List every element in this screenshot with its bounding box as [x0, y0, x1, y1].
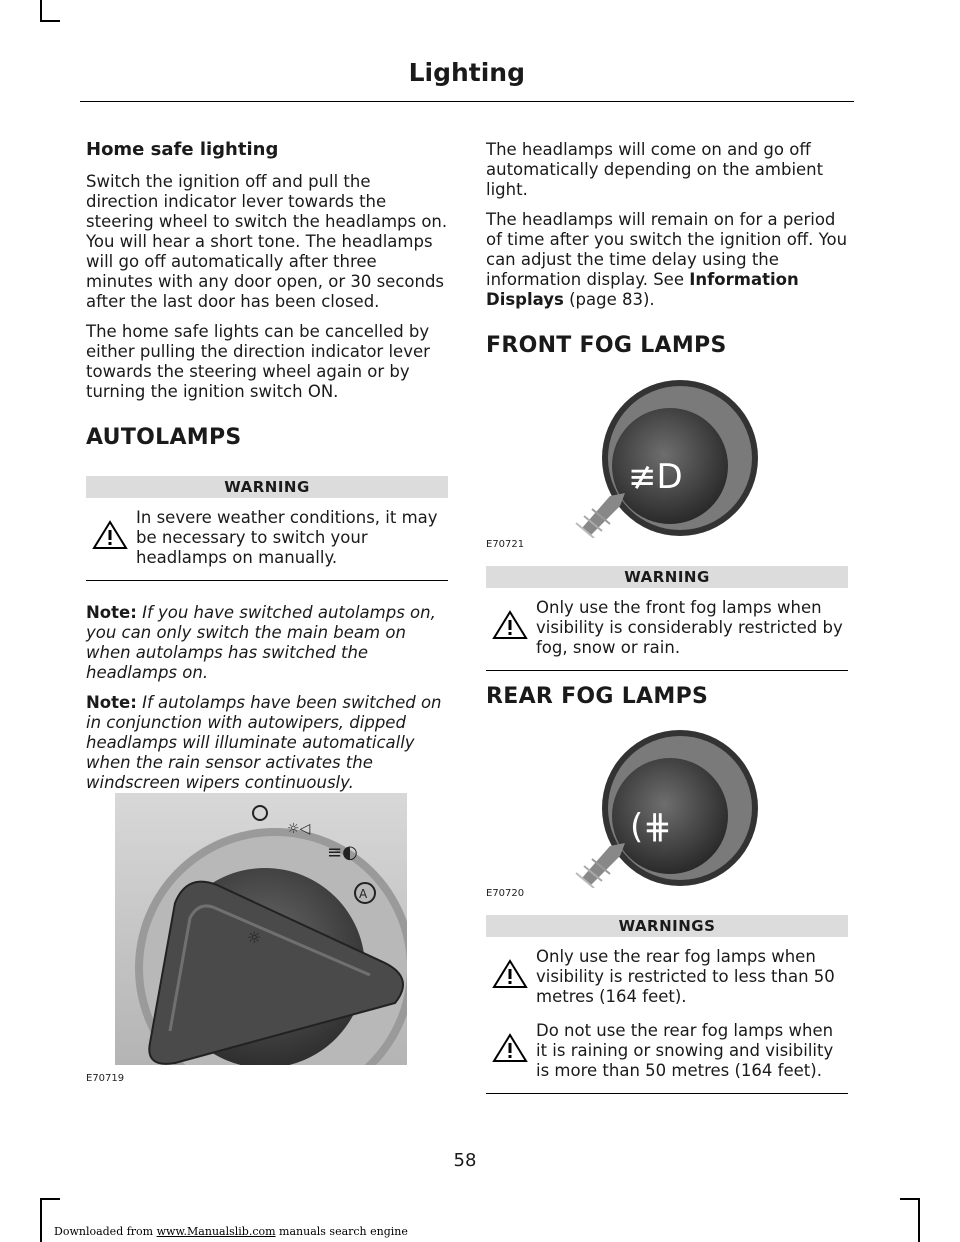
warning-triangle-icon — [486, 598, 534, 640]
note-1-label: Note: — [86, 603, 137, 622]
note-2 — [86, 693, 448, 793]
front-fog-heading: FRONT FOG LAMPS — [486, 333, 727, 358]
note-2-text: If autolamps have been switched on in conjunction with autowipers, dipped headlamps will illuminate automatically when the rain sensor activates the windscreen wipers continuously. — [86, 693, 442, 792]
warning-triangle-icon — [486, 947, 534, 989]
footer-suffix: manuals search engine — [275, 1225, 408, 1238]
front-fog-warning-item — [486, 598, 848, 658]
front-fog-warning-header: WARNING — [486, 566, 848, 588]
warning-header: WARNING — [86, 476, 448, 498]
header-rule — [80, 101, 854, 102]
crop-mark — [40, 1198, 60, 1200]
rear-fog-warning-text-2: Do not use the rear fog lamps when it is raining or snowing and visibility is more than 50 metres (164 feet). — [536, 1021, 834, 1080]
svg-text:☼: ☼ — [247, 928, 262, 947]
crop-mark — [40, 1200, 42, 1242]
rear-fog-warning-text-1: Only use the rear fog lamps when visibility is restricted to less than 50 metres (164 feet). — [536, 947, 835, 1006]
warning-rule — [486, 670, 848, 671]
warning-text: In severe weather conditions, it may be necessary to switch your headlamps on manually. — [136, 508, 438, 567]
front-fog-warning-box — [486, 566, 848, 671]
press-arrow-icon — [576, 843, 625, 888]
home-safe-heading: Home safe lighting — [86, 139, 279, 160]
information-displays-link[interactable]: Information Displays — [486, 270, 799, 309]
press-arrow-icon — [576, 493, 625, 538]
autolamps-paragraph-2 — [486, 210, 848, 310]
warning-item — [86, 508, 448, 568]
svg-text:☼◁: ☼◁ — [287, 821, 311, 837]
crop-mark — [900, 1198, 920, 1200]
headlamp-switch-illustration — [115, 793, 407, 1065]
home-safe-paragraph-2: The home safe lights can be cancelled by either pulling the direction indicator lever towards the steering wheel again or by turning the ignition switch ON. — [86, 322, 430, 401]
svg-text:≢D: ≢D — [628, 457, 683, 497]
rear-fog-warning-item-1 — [486, 947, 848, 1007]
note-1-text: If you have switched autolamps on, you can only switch the main beam on when autolamps has switched the headlamps on. — [86, 603, 436, 682]
svg-text:A: A — [359, 887, 368, 901]
page-header-title: Lighting — [408, 58, 525, 87]
note-2-label: Note: — [86, 693, 137, 712]
right-column — [486, 140, 848, 356]
warning-triangle-icon — [86, 508, 134, 550]
home-safe-paragraph-1: Switch the ignition off and pull the direction indicator lever towards the steering wheel to switch the headlamps on. You will hear a short tone. The headlamps will go off automatically after three minutes with any door open, or 30 seconds after the last door has been closed. — [86, 172, 448, 311]
footer-download-note — [54, 1225, 408, 1238]
page-number: 58 — [453, 1150, 477, 1171]
autolamps-heading: AUTOLAMPS — [86, 425, 242, 450]
svg-text:≡◐: ≡◐ — [327, 842, 358, 863]
figure-code-e70719: E70719 — [86, 1073, 125, 1084]
autolamps-paragraph-2-start: The headlamps will remain on for a period of time after you switch the ignition off. You can adjust the time delay using the information display. See — [486, 210, 848, 289]
crop-mark — [40, 20, 60, 22]
svg-text:(⋕: (⋕ — [630, 807, 672, 847]
crop-mark — [918, 1198, 920, 1242]
autolamps-paragraph-2-end: (page 83). — [563, 290, 655, 309]
warning-rule — [86, 580, 448, 581]
crop-mark — [40, 0, 42, 22]
rear-fog-switch-illustration — [570, 728, 760, 888]
front-fog-warning-text: Only use the front fog lamps when visibility is considerably restricted by fog, snow or rain. — [536, 598, 843, 657]
footer-prefix: Downloaded from — [54, 1225, 157, 1238]
figure-code-e70720: E70720 — [486, 888, 525, 899]
rear-fog-warnings-header: WARNINGS — [486, 915, 848, 937]
autolamps-warning-box — [86, 476, 448, 581]
note-1 — [86, 603, 448, 683]
front-fog-switch-illustration — [570, 378, 760, 538]
warning-triangle-icon — [486, 1021, 534, 1063]
footer-link[interactable]: www.Manualslib.com — [156, 1225, 276, 1238]
left-column — [86, 140, 448, 803]
warning-rule — [486, 1093, 848, 1094]
rear-fog-warning-item-2 — [486, 1021, 848, 1081]
rear-fog-heading: REAR FOG LAMPS — [486, 684, 709, 709]
autolamps-paragraph-1: The headlamps will come on and go off automatically depending on the ambient light. — [486, 140, 824, 199]
figure-code-e70721: E70721 — [486, 539, 525, 550]
rear-fog-warnings-box — [486, 915, 848, 1094]
